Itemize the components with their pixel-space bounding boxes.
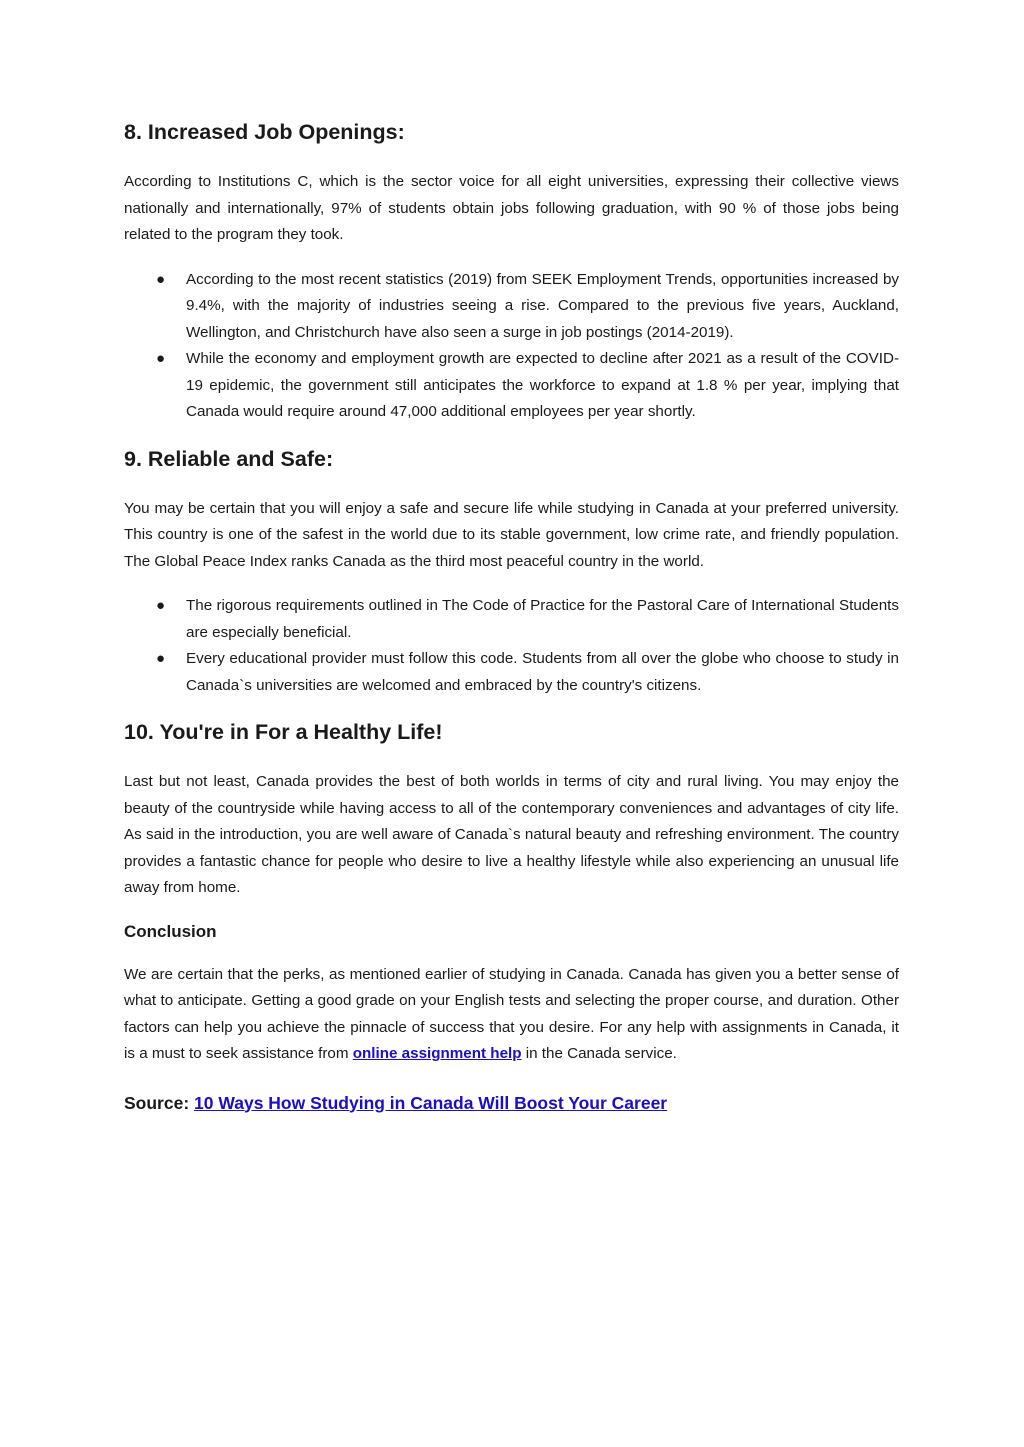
section-10-paragraph: Last but not least, Canada provides the best of both worlds in terms of city and rural living. You may enjoy the beauty of the countryside while having access to all of the contemporary conveniences and advantages of city life. As said in the introduction, you are well aware of Canada`s natural beauty and refreshing environment. The country provides a fantastic chance for people who desire to live a healthy lifestyle while also experiencing an unusual life away from home. [124,773,899,896]
bullet-icon: ● [156,350,166,367]
source-line [124,1090,899,1117]
list-item-text: While the economy and employment growth are expected to decline after 2021 as a result of the COVID-19 epidemic, the government still anticipates the workforce to expand at 1.8 % per year, implying that Canada would require around 47,000 additional employees per year shortly. [186,350,899,420]
list-item [124,346,899,426]
section-8-paragraph: According to Institutions C, which is the sector voice for all eight universities, expressing their collective views nationally and internationally, 97% of students obtain jobs following graduation, with 90 % of those jobs being related to the program they took. [124,173,899,243]
online-assignment-help-link[interactable]: online assignment help [352,1045,522,1062]
section-9-heading: 9. Reliable and Safe: [124,446,334,471]
section-10-heading: 10. You're in For a Healthy Life! [124,720,443,744]
conclusion-text-before: We are certain that the perks, as mentioned earlier of studying in Canada. Canada has given you a better sense of what to anticipate. Getting a good grade on your English tests and selecting the proper course, and duration. Other factors can help you achieve the pinnacle of success that you desire. For any help with assignments in Canada, it is a must to seek assistance from [124,965,899,1062]
source-label: Source: [124,1092,190,1113]
bullet-icon: ● [156,270,166,288]
conclusion-heading: Conclusion [124,921,217,941]
source-article-link[interactable]: 10 Ways How Studying in Canada Will Boost Your Career [194,1092,668,1113]
conclusion-paragraph [124,962,899,1068]
section-8-bullet-list [124,267,899,426]
list-item [124,646,899,699]
list-item [124,593,899,646]
section-9-paragraph: You may be certain that you will enjoy a safe and secure life while studying in Canada at your preferred university. This country is one of the safest in the world due to its stable government, low crime rate, and friendly population. The Global Peace Index ranks Canada as the third most peaceful country in the world. [124,499,899,570]
bullet-icon: ● [156,597,166,614]
section-9-bullet-list [124,593,899,699]
list-item-text: According to the most recent statistics (2019) from SEEK Employment Trends, opportunities increased by 9.4%, with the majority of industries seeing a rise. Compared to the previous five years, Auckland, Wellington, and Christchurch have also seen a surge in job postings (2014-2019). [186,270,899,341]
conclusion-text-after: in the Canada service. [521,1045,677,1062]
bullet-icon: ● [156,650,166,667]
section-8-heading: 8. Increased Job Openings: [124,120,405,144]
list-item [124,267,899,347]
list-item-text: The rigorous requirements outlined in The Code of Practice for the Pastoral Care of International Students are especially beneficial. [186,597,899,641]
list-item-text: Every educational provider must follow this code. Students from all over the globe who choose to study in Canada`s universities are welcomed and embraced by the country's citizens. [186,650,899,694]
document-page [124,120,899,1116]
